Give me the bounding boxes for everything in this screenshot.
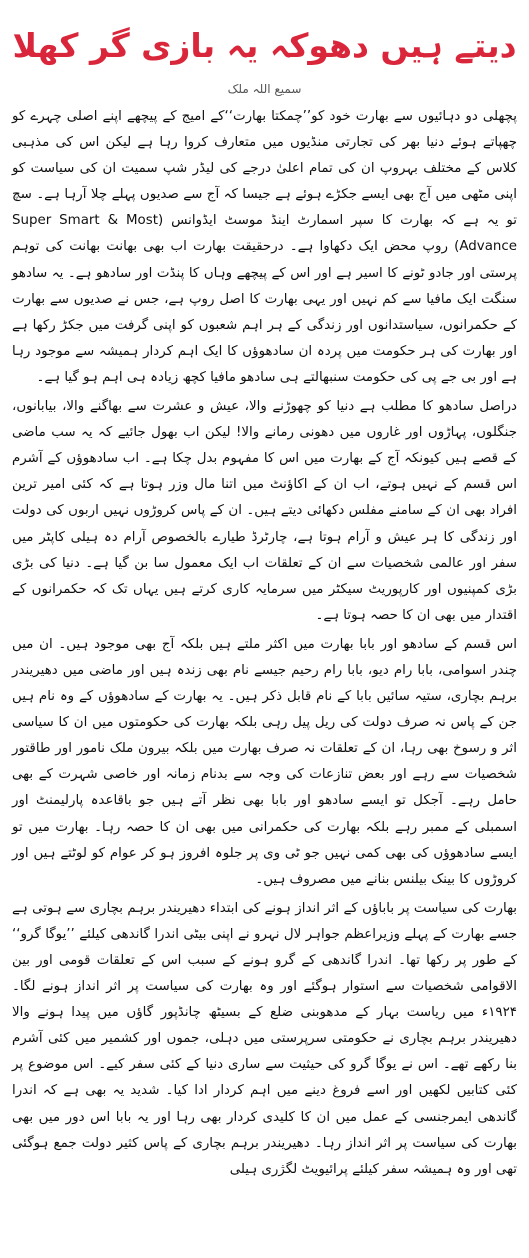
article-paragraph: دراصل سادھو کا مطلب ہے دنیا کو چھوڑنے والا، عیش و عشرت سے بھاگنے والا، بیابانوں، جنگلوں، پہاڑوں اور غاروں میں دھونی رمانے والا! لیکن اب بھول جائیے کہ یہ سب ماضی کے قصے ہیں کیونکہ آج کے بھارت میں اس کا مفہوم بدل چکا ہے۔ اب سادھوؤں کے آشرم اس قسم کے نہیں ہوتے، اب ان کے اکاؤنٹ میں اتنا مال وزر ہوتا ہے کہ کئی امیر ترین افراد بھی ان کے سامنے مفلس دکھائی دیتے ہیں۔ ان کے پاس کروڑوں نہیں اربوں کی دولت اور زندگی کا ہر عیش و آرام ہوتا ہے، چارٹرڈ طیارے بالخصوص آرام دہ ہیلی کاپٹر میں سفر اور عالمی شخصیات سے ان کے تعلقات اب ایک معمول سا بن گیا ہے۔ دنیا کی بڑی بڑی کمپنیوں اور کارپوریٹ سیکٹر میں سرمایہ کاری کرتے ہیں یہاں تک کہ حکمرانوں کے اقتدار میں بھی ان کا حصہ ہوتا ہے۔ (12, 399, 517, 623)
article-body (12, 104, 517, 1183)
author-byline: سمیع اللہ ملک (227, 82, 302, 96)
article-paragraph: اس قسم کے سادھو اور بابا بھارت میں اکثر ملتے ہیں بلکہ آج بھی موجود ہیں۔ ان میں چندر اسوامی، بابا رام دیو، بابا رام رحیم جیسے نام بھی زندہ ہیں اور ماضی میں دھیریندر برہم بچاری، ستیہ سائیں بابا کے نام قابل ذکر ہیں۔ یہ بھارت کے سادھوؤں کے وہ نام ہیں جن کے پاس نہ صرف دولت کی ریل پیل رہی بلکہ بھارت کی حکومتوں میں ان کا سیاسی اثر و رسوخ بھی رہا، ان کے تعلقات نہ صرف بھارت میں بلکہ بیرون ملک نامور اور طاقتور شخصیات سے رہے اور بعض تنازعات کی وجہ سے بدنام زمانہ اور خاصی شہرت کے بھی حامل رہے۔ آجکل تو ایسے سادھو اور بابا بھی نظر آتے ہیں جو باقاعدہ پارلیمنٹ اور اسمبلی کے ممبر رہے بلکہ بھارت کی حکمرانی میں بھی ان کا حصہ رہا۔ بھارت میں تو ایسے سادھوؤں کی بھی کمی نہیں جو ٹی وی پر جلوہ افروز ہو کر عوام کو لوٹتے ہیں اور کروڑوں کا بینک بیلنس بنانے میں مصروف ہیں۔ (12, 636, 517, 887)
article-paragraph: پچھلی دو دہائیوں سے بھارت خود کو’’چمکتا بھارت‘‘کے امیج کے پیچھے اپنے اصلی چہرے کو چھپاتے ہوئے دنیا بھر کی تجارتی منڈیوں میں متعارف کروا رہا ہے لیکن اس کی مذہبی کلاس کے مختلف بہروپ ان کی تمام اعلیٰ درجے کی لیڈر شپ سمیت ان کی سیاست کو اپنی مٹھی میں آج بھی ایسے جکڑے ہوئے ہے جیسا کہ آج سے صدیوں پہلے چلا آرہا ہے۔ سچ تو یہ ہے کہ بھارت کا سپر اسمارٹ اینڈ موسٹ ایڈوانس (Super Smart & Most Advance) روپ محض ایک دکھاوا ہے۔ درحقیقت بھارت اب بھی بھانت بھانت کی توہم پرستی اور جادو ٹونے کا اسیر ہے اور اس کے پیچھے وہاں کا پنڈت اور سادھو ہے۔ یہ سادھو سنگت ایک مافیا سے کم نہیں اور یہی بھارت کا اصل روپ ہے، جس نے صدیوں سے بھارت کے حکمرانوں، سیاستدانوں اور زندگی کے ہر اہم شعبوں کو اپنی گرفت میں جکڑ رکھا ہے اور بھارت کی ہر حکومت میں پردہ ان سادھوؤں کا ایک اہم کردار ہمیشہ سے موجود رہا ہے اور بی جے پی کی حکومت سنبھالتے ہی سادھو مافیا کچھ زیادہ ہی اہم ہو گیا ہے۔ (12, 109, 517, 385)
article-title: دیتے ہیں دھوکہ یہ بازی گر کھلا (12, 26, 517, 65)
article-paragraph: بھارت کی سیاست پر باباؤں کے اثر انداز ہونے کی ابتداء دھیریندر برہم بچاری سے ہوتی ہے جسے بھارت کے پہلے وزیراعظم جواہر لال نہرو نے اپنی بیٹی اندرا گاندھی کیلئے ’’یوگا گرو‘‘ کے طور پر رکھا تھا۔ اندرا گاندھی کے گرو ہونے کے سبب اس کے تعلقات قومی اور بین الاقوامی شخصیات سے استوار ہوگئے اور وہ بھارت کی سیاست پر اثر انداز ہونے لگا۔ ۱۹۲۴ء میں ریاست بہار کے مدھوبنی ضلع کے بسیٹھ چانڈپور گاؤں میں پیدا ہونے والا دھیریندر برہم بچاری نے حکومتی سرپرستی میں دہلی، جموں اور کشمیر میں کئی آشرم بنا رکھے تھے۔ اس نے یوگا گرو کی حیثیت سے ساری دنیا کے کئی سفر کیے۔ اس موضوع پر کئی کتابیں لکھیں اور اسے فروغ دینے میں اہم کردار ادا کیا۔ شدید یہ بھی ہے کہ اندرا گاندھی ایمرجنسی کے عمل میں ان کا کلیدی کردار بھی رہا اور یہ بابا اس دور میں بھی بھارت کی سیاست پر اثر انداز رہا۔ دھیریندر برہم بچاری کے پاس کثیر دولت جمع ہوگئی تھی اور وہ ہمیشہ سفر کیلئے پرائیویٹ لگژری ہیلی (12, 900, 517, 1177)
